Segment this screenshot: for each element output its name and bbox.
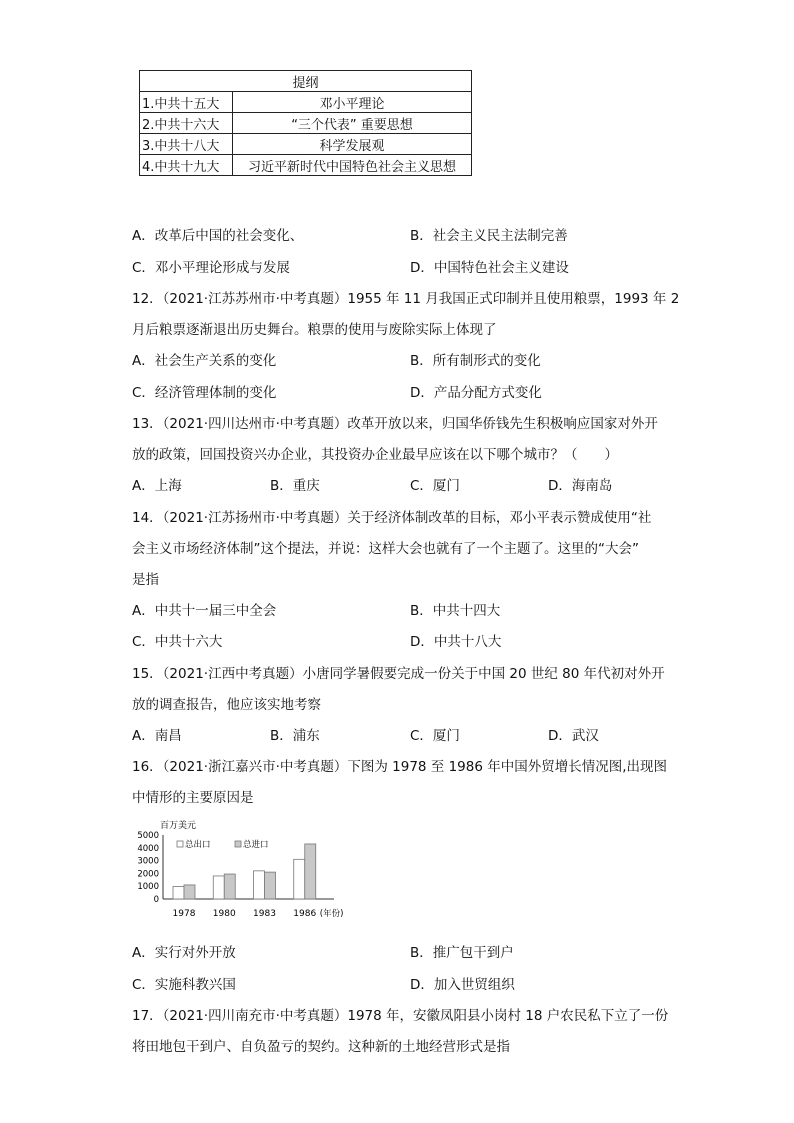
x-tick-label: 1978: [172, 909, 196, 919]
q15-stem-line1: 15．（2021·江西中考真题）小唐同学暑假要完成一份关于中国 20 世纪 80 年代初对外开: [132, 666, 665, 682]
q13-option-b[interactable]: B．重庆: [270, 478, 320, 494]
outline-num: 1.中共十五大: [140, 92, 233, 113]
outline-header-row: [140, 71, 472, 92]
q15-option-d[interactable]: D．武汉: [548, 728, 599, 744]
table-row: [140, 155, 472, 176]
bar-总出口-1978: [173, 886, 184, 899]
outline-content: 邓小平理论: [233, 92, 472, 113]
q12-option-d[interactable]: D．产品分配方式变化: [410, 385, 542, 401]
table-row: [140, 134, 472, 155]
q13-option-c[interactable]: C．厦门: [410, 478, 460, 494]
q14-stem-line2: 会主义市场经济体制”这个提法，并说：这样大会也就有了一个主题了。这里的“大会”: [132, 541, 639, 557]
outline-header: 提纲: [140, 71, 472, 92]
q14-option-b[interactable]: B．中共十四大: [410, 603, 501, 619]
y-unit-label: 百万美元: [160, 821, 197, 831]
bar-总进口-1986: [305, 844, 316, 899]
legend-swatch-总出口: [177, 841, 183, 847]
q14-option-c[interactable]: C．中共十六大: [132, 634, 223, 650]
x-unit-label: (年份): [319, 909, 344, 919]
y-tick-label: 1000: [137, 882, 159, 893]
q15-option-a[interactable]: A．南昌: [132, 728, 182, 744]
q16-option-a[interactable]: A．实行对外开放: [132, 945, 236, 961]
q14-stem-line3: 是指: [132, 572, 159, 588]
q16-stem-line2: 中情形的主要原因是: [132, 790, 254, 806]
y-tick-label: 5000: [137, 831, 159, 841]
x-tick-label: 1986: [293, 909, 317, 919]
q13-stem-line1: 13．（2021·四川达州市·中考真题）改革开放以来，归国华侨钱先生积极响应国家对外开: [132, 416, 658, 432]
q14-option-d[interactable]: D．中共十八大: [410, 634, 502, 650]
q14-stem-line1: 14．（2021·江苏扬州市·中考真题）关于经济体制改革的目标，邓小平表示赞成使用“社: [132, 510, 652, 526]
bar-总出口-1980: [213, 876, 224, 899]
q13-option-a[interactable]: A．上海: [132, 478, 182, 494]
q12-option-c[interactable]: C．经济管理体制的变化: [132, 385, 277, 401]
q12-stem-line1: 12．（2021·江苏苏州市·中考真题）1955 年 11 月我国正式印制并且使用粮票，1993 年 2: [132, 291, 680, 307]
y-tick-label: 4000: [137, 843, 159, 854]
q12-option-b[interactable]: B．所有制形式的变化: [410, 353, 541, 369]
q12-stem-line2: 月后粮票逐渐退出历史舞台。粮票的使用与废除实际上体现了: [132, 322, 497, 338]
q16-option-d[interactable]: D．加入世贸组织: [410, 977, 515, 993]
q15-stem-line2: 放的调查报告，他应该实地考察: [132, 697, 321, 713]
outline-num: 3.中共十八大: [140, 134, 233, 155]
q16-option-b[interactable]: B．推广包干到户: [410, 945, 514, 961]
legend-label: 总进口: [243, 840, 269, 850]
bar-总出口-1986: [294, 859, 305, 899]
trade-chart: [130, 817, 360, 927]
q12-option-a[interactable]: A．社会生产关系的变化: [132, 353, 277, 369]
q11-option-a[interactable]: A．改革后中国的社会变化、: [132, 228, 304, 244]
outline-num: 4.中共十九大: [140, 155, 233, 176]
bar-总出口-1983: [254, 871, 265, 899]
q17-stem-line1: 17．（2021·四川南充市·中考真题）1978 年，安徽凤阳县小岗村 18 户农民私下立了一份: [132, 1008, 669, 1024]
q14-option-a[interactable]: A．中共十一届三中全会: [132, 603, 277, 619]
x-tick-label: 1980: [212, 909, 236, 919]
x-tick-label: 1983: [253, 909, 276, 919]
q11-option-b[interactable]: B．社会主义民主法制完善: [410, 228, 568, 244]
q13-option-d[interactable]: D．海南岛: [548, 478, 613, 494]
q11-option-d[interactable]: D．中国特色社会主义建设: [410, 260, 569, 276]
q16-option-c[interactable]: C．实施科教兴国: [132, 977, 236, 993]
q15-option-c[interactable]: C．厦门: [410, 728, 460, 744]
bar-总进口-1983: [265, 872, 276, 899]
legend-swatch-总进口: [235, 841, 241, 847]
table-row: [140, 92, 472, 113]
outline-num: 2.中共十六大: [140, 113, 233, 134]
outline-content: 科学发展观: [233, 134, 472, 155]
q11-option-c[interactable]: C．邓小平理论形成与发展: [132, 260, 290, 276]
outline-content: “三个代表” 重要思想: [233, 113, 472, 134]
bar-总进口-1978: [184, 885, 195, 899]
outline-content: 习近平新时代中国特色社会主义思想: [233, 155, 472, 176]
y-tick-label: 3000: [137, 856, 159, 867]
q17-stem-line2: 将田地包干到户、自负盈亏的契约。这种新的土地经营形式是指: [132, 1039, 510, 1055]
q16-stem-line1: 16．（2021·浙江嘉兴市·中考真题）下图为 1978 至 1986 年中国外贸增长情况图,出现图: [132, 759, 668, 775]
outline-table: [139, 70, 472, 176]
bar-总进口-1980: [224, 874, 235, 899]
y-tick-label: 2000: [137, 869, 159, 880]
legend-label: 总出口: [185, 840, 211, 850]
q13-stem-line2: 放的政策，回国投资兴办企业，其投资办企业最早应该在以下哪个城市？（ ）: [132, 447, 618, 463]
q15-option-b[interactable]: B．浦东: [270, 728, 320, 744]
table-row: [140, 113, 472, 134]
y-tick-label: 0: [153, 895, 159, 905]
